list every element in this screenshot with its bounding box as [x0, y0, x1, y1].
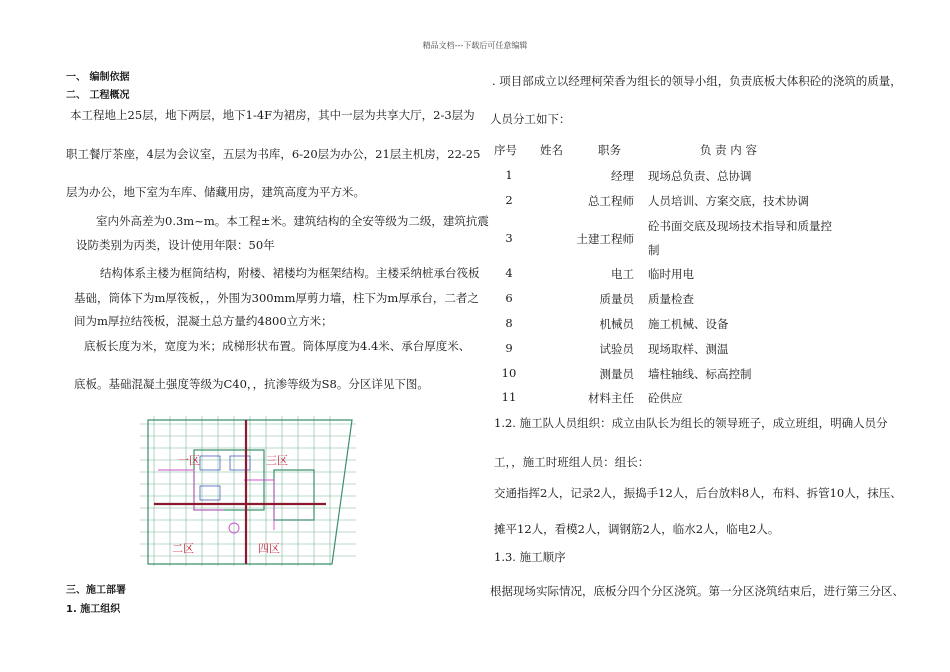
zone-label-1: 一区	[178, 454, 200, 467]
row-duty: 墙柱轴线、标高控制	[648, 367, 752, 381]
row-no: 10	[501, 366, 517, 380]
sequence-text: 根据现场实际情况，底板分四个分区浇筑。第一分区浇筑结束后，进行第三分区、	[490, 584, 904, 598]
slab-line-2: 底板。基础混凝土强度等级为C40，，抗渗等级为S8。分区详见下图。	[74, 377, 429, 391]
row-no: 9	[505, 341, 513, 355]
row-role: 质量员	[599, 292, 634, 306]
row-no: 3	[505, 231, 513, 245]
row-role: 材料主任	[588, 391, 634, 405]
header-role: 职务	[598, 143, 621, 157]
table-row	[494, 218, 894, 258]
row-role: 电工	[611, 267, 634, 281]
table-row	[494, 316, 894, 340]
structure-line-3: 间为m厚拉结筏板，混凝土总方量约4800立方米；	[74, 314, 333, 328]
row-role: 机械员	[599, 317, 634, 331]
row-no: 11	[501, 390, 517, 404]
staff-table	[494, 142, 894, 405]
row-role: 土建工程师	[576, 232, 634, 246]
team-org-line-2: 工，，施工时班组人员：组长：	[494, 455, 650, 469]
header-duty: 负 责 内 容	[700, 143, 757, 157]
overview-line-2: 职工餐厅茶座，4层为会议室，五层为书库，6-20层为办公，21层主机房，22-25	[66, 147, 481, 161]
row-role: 试验员	[599, 342, 634, 356]
slab-line-1: 底板长度为米，宽度为米；成梯形状布置。筒体厚度为4.4米、承台厚度米、	[84, 339, 471, 353]
row-duty: 人员培训、方案交底，技术协调	[648, 194, 809, 208]
row-no: 4	[505, 266, 513, 280]
row-no: 1	[505, 168, 513, 182]
overview-line-4: 室内外高差为0.3m~m。本工程±米。建筑结构的全安等级为二级，建筑抗震	[96, 214, 489, 228]
row-role: 总工程师	[588, 194, 634, 208]
row-no: 6	[505, 291, 513, 305]
page-header: 精品文档---下载后可任意编辑	[422, 41, 528, 50]
table-header-row	[494, 142, 894, 166]
workers-line-1: 交通指挥2人，记录2人，振捣手12人，后台放料8人，布料、拆管10人，抹压、	[494, 486, 902, 500]
heading-overview: 二、 工程概况	[66, 90, 130, 101]
row-duty: 临时用电	[648, 267, 694, 281]
heading-basis: 一、 编制依据	[66, 72, 130, 83]
table-row	[494, 291, 894, 315]
overview-line-3: 层为办公，地下室为车库、储藏用房，建筑高度为平方米。	[66, 185, 365, 199]
row-role: 测量员	[599, 367, 634, 381]
table-row	[494, 390, 894, 414]
zone-label-3: 三区	[266, 454, 288, 467]
workers-line-2: 摊平12人，看模2人，调钢筋2人，临水2人，临电2人。	[494, 522, 780, 536]
zone-plan-drawing	[134, 410, 360, 570]
row-duty: 现场取样、测温	[648, 342, 729, 356]
row-duty: 砼供应	[648, 391, 683, 405]
intro-line-1: . 项目部成立以经理柯荣香为组长的领导小组，负责底板大体积砼的浇筑的质量，	[492, 74, 902, 88]
row-duty-cont: 制	[648, 243, 660, 257]
structure-line-2: 基础，筒体下为m厚筏板，，外围为300mm厚剪力墙，柱下为m厚承台，二者之	[74, 291, 479, 305]
row-duty: 质量检查	[648, 292, 694, 306]
heading-sequence: 1.3. 施工顺序	[494, 550, 566, 564]
heading-organization: 1. 施工组织	[66, 604, 121, 615]
table-row	[494, 266, 894, 290]
heading-deployment: 三、施工部署	[66, 585, 126, 596]
intro-line-2: 人员分工如下：	[490, 112, 571, 126]
header-no: 序号	[494, 143, 517, 157]
overview-line-1: 本工程地上25层，地下两层，地下1-4F为裙房，其中一层为共享大厅，2-3层为	[70, 108, 475, 122]
zone-label-2: 二区	[172, 542, 194, 555]
row-duty: 砼书面交底及现场技术指导和质量控	[648, 219, 832, 233]
row-no: 2	[505, 193, 513, 207]
table-row	[494, 193, 894, 217]
table-row	[494, 341, 894, 365]
table-row	[494, 366, 894, 390]
header-name: 姓名	[540, 143, 563, 157]
row-duty: 现场总负责、总协调	[648, 169, 752, 183]
team-org-line-1: 1.2. 施工队人员组织：成立由队长为组长的领导班子，成立班组，明确人员分	[494, 416, 888, 430]
structure-line-1: 结构体系主楼为框筒结构，附楼、裙楼均为框架结构。主楼采纳桩承台筏板	[100, 266, 480, 280]
row-no: 8	[505, 316, 513, 330]
overview-line-5: 设防类别为丙类，设计使用年限：50年	[76, 238, 275, 252]
table-row	[494, 168, 894, 192]
zone-label-4: 四区	[258, 542, 280, 555]
row-duty: 施工机械、设备	[648, 317, 729, 331]
row-role: 经理	[611, 169, 634, 183]
